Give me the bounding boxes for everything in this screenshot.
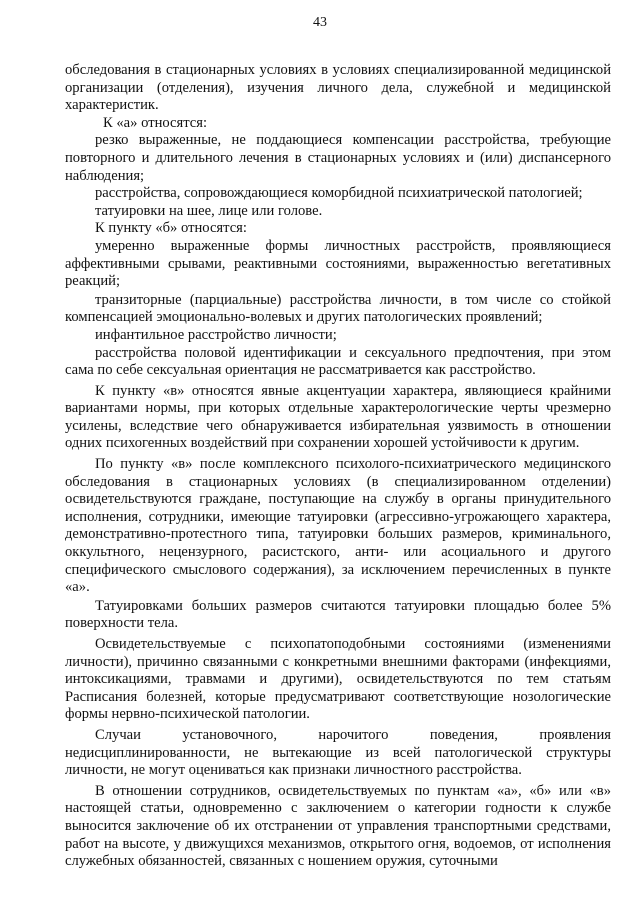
paragraph: В отношении сотрудников, освидетельствуемых по пунктам «а», «б» или «в» настоящей статьи, одновременно с заключением о категории годности к службе выносится заключение об их отстранении от управления транспортными средствами, работ на высоте, у движущихся механизмов, открытого огня, водоемов, от исполнения служебных обязанностей, связанных с ношением оружия, суточными (65, 782, 611, 870)
page-number: 43 (313, 15, 327, 30)
paragraph: транзиторные (парциальные) расстройства личности, в том числе со стойкой компенсацией эмоционально-волевых и других патологических проявлений; (65, 291, 611, 326)
paragraph: умеренно выраженные формы личностных расстройств, проявляющиеся аффективными срывами, реактивными состояниями, выраженностью вегетативных реакций; (65, 237, 611, 290)
paragraph: К пункту «в» относятся явные акцентуации характера, являющиеся крайними вариантами нормы, при которых отдельные характерологические черты чрезмерно усилены, вследствие чего обнаруживается избирательная уязвимость в отношении одних психогенных воздействий при сохранении хорошей устойчивости к другим. (65, 382, 611, 452)
paragraph: Освидетельствуемые с психопатоподобными состояниями (изменениями личности), причинно связанными с конкретными внешними факторами (инфекциями, интоксикациями, травмами и другими), освидетельствуются по тем статьям Расписания болезней, которые предусматривают соответствующие нозологические формы нервно-психической патологии. (65, 636, 611, 723)
document-body (65, 62, 611, 871)
paragraph: расстройства половой идентификации и сексуального предпочтения, при этом сама по себе сексуальная ориентация не рассматривается как расстройство. (65, 344, 611, 379)
paragraph: По пункту «в» после комплексного психолого-психиатрического медицинского обследования в стационарных условиях (в специализированном отделении) освидетельствуются граждане, поступающие на службу в органы принудительного исполнения, сотрудники, имеющие татуировки (агрессивно-угрожающего характера, демонстративно-протестного типа, татуировки больших размеров, криминального, оккультного, нецензурного, расистского, анти- или асоциального и другого специфического смыслового содержания), за исключением перечисленных в пункте «а». (65, 456, 611, 596)
paragraph: К «а» относятся: (103, 114, 208, 131)
paragraph: Случаи установочного, нарочитого поведения, проявления недисциплинированности, не вытекающие из всей патологической структуры личности, не могут оцениваться как признаки личностного расстройства. (65, 726, 611, 779)
paragraph: обследования в стационарных условиях в условиях специализированной медицинской организации (отделения), изучения личного дела, служебной и медицинской характеристик. (65, 62, 611, 114)
paragraph: инфантильное расстройство личности; (95, 326, 337, 343)
paragraph: К пункту «б» относятся: (95, 220, 247, 237)
paragraph: расстройства, сопровождающиеся коморбидной психиатрической патологией; (95, 185, 583, 202)
paragraph: резко выраженные, не поддающиеся компенсации расстройства, требующие повторного и длительного лечения в стационарных условиях и (или) диспансерного наблюдения; (65, 132, 611, 184)
paragraph: Татуировками больших размеров считаются татуировки площадью более 5% поверхности тела. (65, 597, 611, 632)
paragraph: татуировки на шее, лице или голове. (95, 202, 323, 219)
